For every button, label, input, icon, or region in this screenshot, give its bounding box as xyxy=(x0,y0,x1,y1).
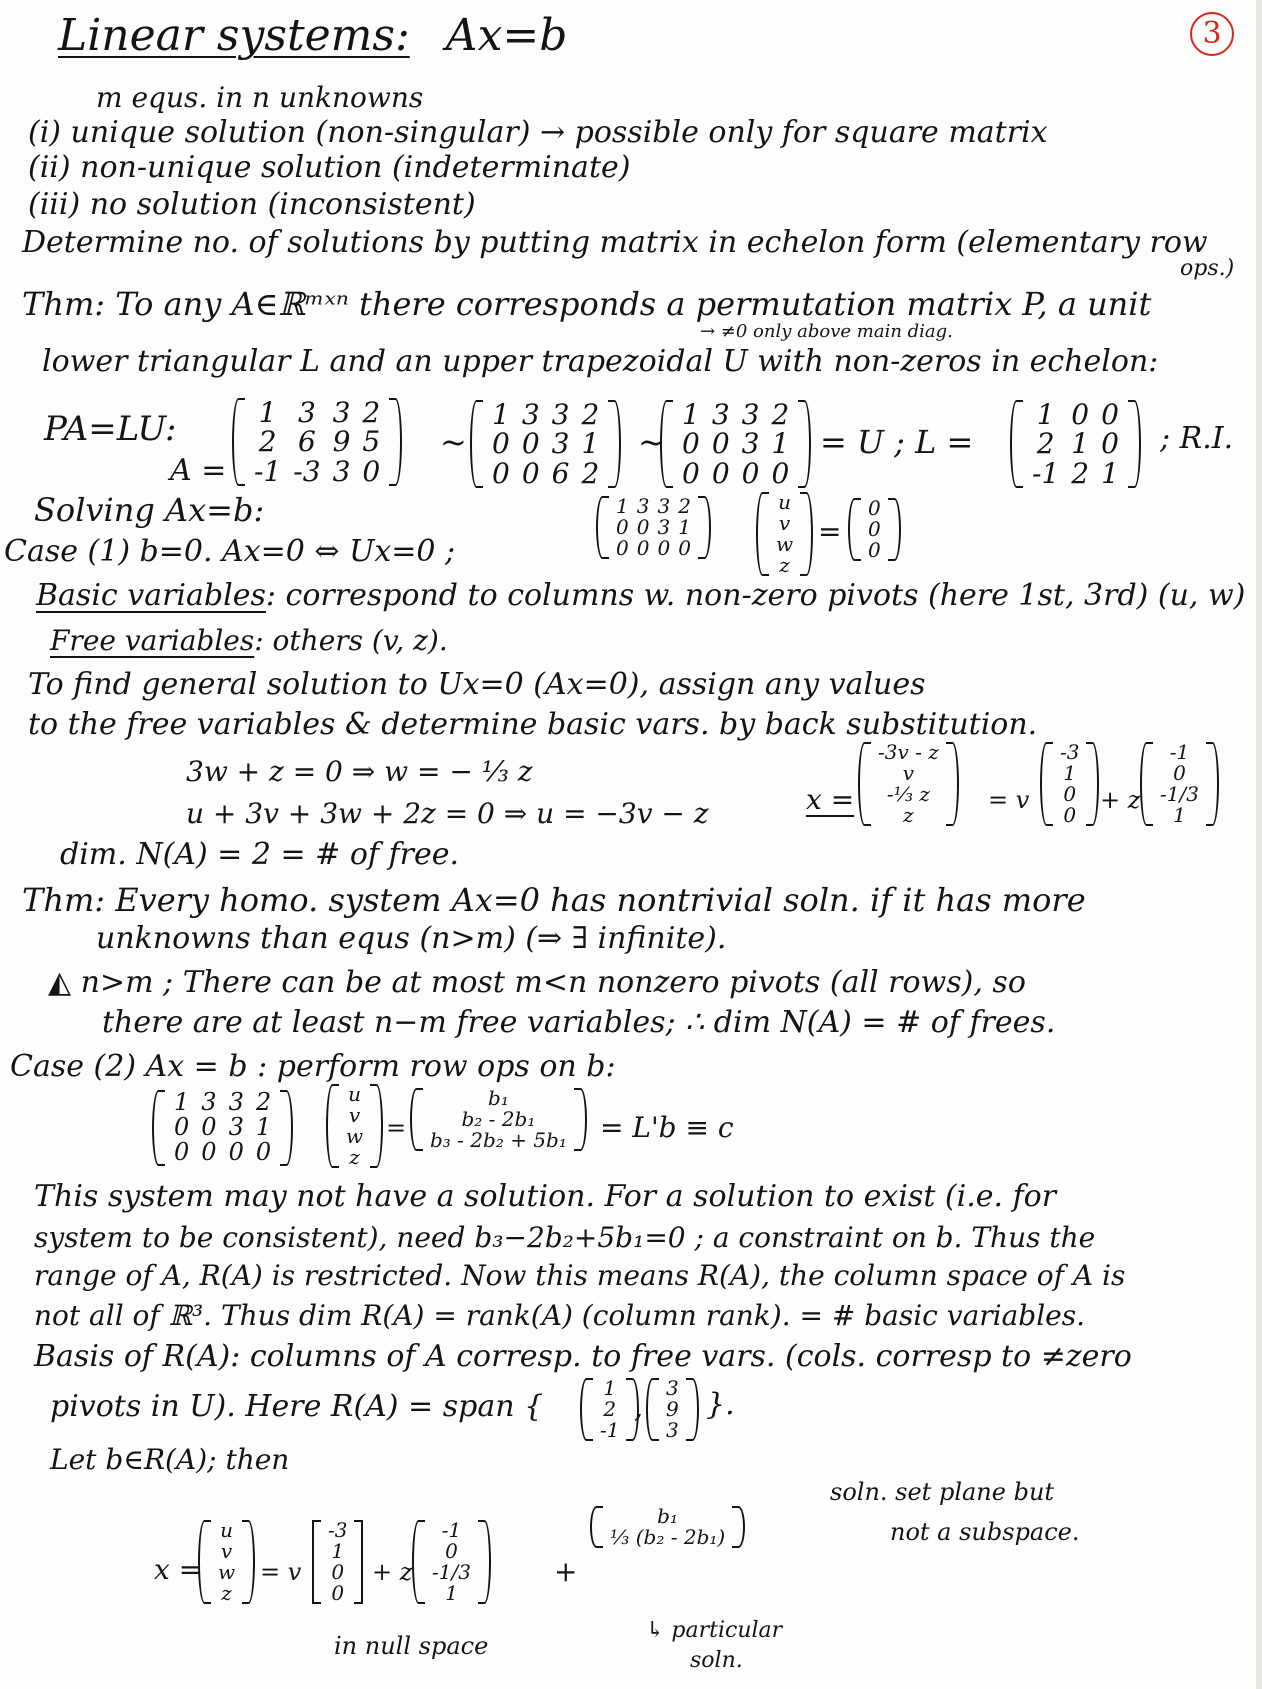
matrix-entry: -1 xyxy=(1032,456,1060,490)
matrix-entry: 0 xyxy=(521,456,540,490)
matrix-entry: 1 xyxy=(258,396,277,429)
matrix-entry: v xyxy=(902,761,915,785)
matrix-entry: 2 xyxy=(581,456,600,490)
case1-equals: = xyxy=(818,515,842,548)
line-unique-solution: (i) unique solution (non-singular) → possible only for square matrix xyxy=(28,115,1048,150)
line-equations-unknowns: m equs. in n unknowns xyxy=(96,81,424,114)
back-sub-eq2: u + 3v + 3w + 2z = 0 ⇒ u = −3v − z xyxy=(186,797,709,830)
line-nonunique-solution: (ii) non-unique solution (indeterminate) xyxy=(28,150,631,185)
plus-label: + xyxy=(554,1555,578,1588)
span-vector-1 xyxy=(580,1378,639,1441)
free-variables-term: Free variables xyxy=(50,624,255,657)
tilde-2: ~ xyxy=(638,423,665,461)
matrix-entry: 0 xyxy=(445,1539,458,1563)
matrix-entry: 2 xyxy=(258,425,277,459)
matrix-entry: 2 xyxy=(603,1397,617,1421)
matrix-entry: w xyxy=(346,1124,364,1148)
matrix-entry: 0 xyxy=(868,496,881,520)
theorem-lu: Thm: To any A∈ℝᵐˣⁿ there corresponds a permutation matrix P, a unit xyxy=(22,285,1152,323)
matrix-entry: 0 xyxy=(657,536,671,560)
eq-v2-label: = v xyxy=(260,1558,302,1586)
matrix-entry: -1 xyxy=(254,454,282,488)
matrix-entry: 0 xyxy=(678,536,691,560)
x2-z-vector xyxy=(412,1520,491,1604)
matrix-entry: 0 xyxy=(868,517,881,541)
case2-equals: = xyxy=(386,1114,407,1142)
matrix-entry: 0 xyxy=(1101,398,1119,431)
matrix-entry: 9 xyxy=(666,1397,679,1421)
matrix-entry: 3 xyxy=(298,396,316,429)
solving-heading: Solving Ax=b: xyxy=(34,491,265,529)
matrix-entry: b₂ - 2b₁ xyxy=(461,1107,536,1131)
particular-note-1: ↳ particular xyxy=(646,1618,783,1643)
x-general-vector xyxy=(858,742,959,826)
matrix-entry: 0 xyxy=(492,427,510,461)
matrix-entry: u xyxy=(778,490,791,514)
matrix-entry: -1/3 xyxy=(432,1560,471,1584)
matrix-entry: 1 xyxy=(678,515,691,539)
matrix-entry: 3 xyxy=(657,494,671,518)
span-comma: , xyxy=(634,1391,643,1424)
plane-note-1: soln. set plane but xyxy=(830,1478,1055,1506)
matrix-entry: 0 xyxy=(741,456,760,490)
matrix-entry: 1 xyxy=(331,1539,345,1563)
matrix-entry: 3 xyxy=(228,1113,244,1142)
case2-x-vector xyxy=(326,1084,383,1168)
line-determine-solutions: Determine no. of solutions by putting matrix in echelon form (elementary row xyxy=(22,225,1208,260)
matrix-entry: 0 xyxy=(636,515,650,539)
matrix-entry: z xyxy=(779,553,790,577)
eq-v-label: = v xyxy=(988,786,1030,814)
matrix-entry: 3 xyxy=(711,398,730,431)
basic-variables-term: Basic variables xyxy=(36,578,266,613)
para-line-4: not all of ℝ³. Thus dim R(A) = rank(A) (column rank). = # basic variables. xyxy=(34,1299,1086,1332)
matrix-entry: 1 xyxy=(581,427,600,461)
matrix-entry: -1 xyxy=(441,1518,462,1542)
matrix-entry: 2 xyxy=(771,398,790,431)
free-variables-def: : others (v, z). xyxy=(254,624,448,657)
matrix-entry: 1 xyxy=(1071,427,1090,461)
case2-lbc: = L'b ≡ c xyxy=(600,1111,734,1144)
matrix-entry: 2 xyxy=(678,494,691,518)
matrix-a xyxy=(232,398,402,486)
general-solution-2: to the free variables & determine basic vars. by back substitution. xyxy=(28,707,1038,742)
matrix-entry: z xyxy=(221,1581,232,1605)
theorem-homogeneous-cont: unknowns than equs (n>m) (⇒ ∃ infinite). xyxy=(96,921,727,956)
matrix-entry: 1 xyxy=(1101,456,1119,490)
matrix-entry: 1 xyxy=(174,1088,190,1116)
case1-zero-vector xyxy=(848,498,901,561)
matrix-entry: 0 xyxy=(868,538,881,562)
matrix-entry: 0 xyxy=(362,454,381,488)
matrix-entry: 2 xyxy=(362,396,381,429)
matrix-entry: b₁ xyxy=(657,1504,678,1528)
line-determine-ops: ops.) xyxy=(1180,256,1235,281)
u-l-label: = U ; L = xyxy=(820,423,974,461)
matrix-entry: u xyxy=(348,1082,361,1106)
matrix-entry: 1 xyxy=(1173,803,1186,827)
let-b-line: Let b∈R(A); then xyxy=(50,1443,290,1476)
matrix-entry: 1 xyxy=(603,1376,617,1400)
matrix-entry: w xyxy=(776,532,794,556)
theorem-homogeneous: Thm: Every homo. system Ax=0 has nontrivial soln. if it has more xyxy=(22,881,1086,919)
case1-x-vector xyxy=(756,492,813,576)
proof-line-2: there are at least n−m free variables; ∴ dim N(A) = # of frees. xyxy=(102,1005,1056,1040)
matrix-entry: v xyxy=(778,511,791,535)
para-line-5: Basis of R(A): columns of A corresp. to free vars. (cols. corresp to ≠zero xyxy=(34,1339,1132,1374)
matrix-entry: 0 xyxy=(1063,803,1077,827)
matrix-entry: 0 xyxy=(174,1138,190,1167)
matrix-entry: v xyxy=(220,1539,233,1563)
matrix-entry: 1 xyxy=(1036,398,1055,431)
page-title xyxy=(58,10,568,61)
matrix-step1 xyxy=(470,400,621,488)
case-2: Case (2) Ax = b : perform row ops on b: xyxy=(10,1049,616,1084)
matrix-entry: 0 xyxy=(711,427,730,461)
matrix-entry: u xyxy=(220,1518,233,1542)
matrix-entry: 3 xyxy=(657,515,671,539)
matrix-entry: 0 xyxy=(711,456,730,490)
matrix-u xyxy=(660,400,811,488)
matrix-entry: 0 xyxy=(228,1138,244,1167)
theorem-lu-note: → ≠0 only above main diag. xyxy=(700,321,953,342)
page-number: 3 xyxy=(1190,12,1234,56)
matrix-entry: z xyxy=(903,803,914,827)
matrix-entry: 1 xyxy=(492,398,510,431)
basic-variables xyxy=(36,578,1246,613)
plus-z2-label: + z xyxy=(372,1558,413,1586)
title-equation: Ax=b xyxy=(445,10,568,61)
para-line-2: system to be consistent), need b₃−2b₂+5b₁=0 ; a constraint on b. Thus the xyxy=(34,1221,1096,1254)
matrix-entry: 2 xyxy=(255,1088,272,1116)
pa-lu-label: PA=LU: xyxy=(44,409,177,449)
matrix-entry: 3 xyxy=(551,427,570,461)
case2-u-matrix xyxy=(152,1090,293,1166)
matrix-entry: 0 xyxy=(331,1560,345,1584)
matrix-entry: -1 xyxy=(600,1418,620,1442)
z-vector xyxy=(1140,742,1219,826)
title-text: Linear systems: xyxy=(58,10,410,61)
matrix-entry: 2 xyxy=(1036,427,1055,461)
matrix-entry: -3 xyxy=(1060,740,1080,764)
basic-variables-def: : correspond to columns w. non-zero pivots (here 1st, 3rd) (u, w) xyxy=(265,578,1246,613)
x-label-2: x = xyxy=(154,1553,203,1586)
case-1: Case (1) b=0. Ax=0 ⇔ Ux=0 ; xyxy=(4,534,456,569)
matrix-entry: ⅓ (b₂ - 2b₁) xyxy=(610,1525,726,1549)
matrix-entry: -1 xyxy=(1169,740,1190,764)
matrix-entry: 0 xyxy=(1101,427,1119,461)
matrix-entry: 1 xyxy=(1063,761,1077,785)
x2-lhs-vector xyxy=(198,1520,255,1604)
matrix-entry: 3 xyxy=(741,398,760,431)
free-variables xyxy=(50,624,448,657)
plane-note-2: not a subspace. xyxy=(890,1518,1080,1546)
matrix-entry: -⅓ z xyxy=(886,782,930,806)
matrix-entry: b₁ xyxy=(488,1086,509,1110)
matrix-entry: 0 xyxy=(201,1113,217,1142)
span-close: }. xyxy=(706,1387,735,1422)
theorem-lu-cont: lower triangular L and an upper trapezoidal U with non-zeros in echelon: xyxy=(42,344,1159,379)
matrix-entry: 2 xyxy=(581,398,600,431)
matrix-entry: 3 xyxy=(201,1088,217,1116)
matrix-entry: 0 xyxy=(616,536,629,560)
v-vector xyxy=(1040,742,1099,826)
matrix-entry: 3 xyxy=(636,494,650,518)
matrix-entry: 1 xyxy=(682,398,700,431)
matrix-entry: 0 xyxy=(636,536,650,560)
case1-u-matrix xyxy=(596,496,711,559)
matrix-entry: 0 xyxy=(255,1138,272,1167)
matrix-entry: 6 xyxy=(298,425,316,459)
line-no-solution: (iii) no solution (inconsistent) xyxy=(28,187,476,222)
matrix-entry: 0 xyxy=(521,427,540,461)
matrix-entry: b₃ - 2b₂ + 5b₁ xyxy=(430,1128,567,1152)
matrix-entry: 0 xyxy=(682,456,700,490)
matrix-entry: 0 xyxy=(331,1581,345,1605)
matrix-entry: 3 xyxy=(332,396,351,429)
para-line-1: This system may not have a solution. For a solution to exist (i.e. for xyxy=(34,1179,1057,1214)
tilde-1: ~ xyxy=(440,423,467,461)
matrix-l xyxy=(1010,400,1141,488)
ri-label: ; R.I. xyxy=(1160,421,1234,456)
matrix-entry: 1 xyxy=(771,427,790,461)
matrix-entry: w xyxy=(218,1560,236,1584)
matrix-entry: -3 xyxy=(293,454,321,488)
matrix-entry: 0 xyxy=(201,1138,217,1167)
matrix-entry: 3 xyxy=(521,398,540,431)
null-space-note: in null space xyxy=(334,1632,489,1660)
back-sub-eq1: 3w + z = 0 ⇒ w = − ⅓ z xyxy=(186,755,533,788)
matrix-entry: 3 xyxy=(332,454,351,488)
matrix-entry: 0 xyxy=(682,427,700,461)
case2-b-vector xyxy=(410,1088,587,1151)
matrix-entry: 3 xyxy=(666,1418,679,1442)
matrix-entry: 3 xyxy=(228,1088,244,1116)
matrix-entry: 0 xyxy=(1173,761,1186,785)
proof-line-1: ◭ n>m ; There can be at most m<n nonzero pivots (all rows), so xyxy=(48,965,1026,1000)
general-solution-1: To find general solution to Ux=0 (Ax=0), assign any values xyxy=(28,667,926,702)
matrix-entry: 3 xyxy=(551,398,570,431)
matrix-entry: 1 xyxy=(445,1581,458,1605)
matrix-entry: -3 xyxy=(328,1518,348,1542)
dim-null-space: dim. N(A) = 2 = # of free. xyxy=(60,837,460,872)
para-line-3: range of A, R(A) is restricted. Now this means R(A), the column space of A is xyxy=(34,1259,1126,1292)
matrix-entry: 2 xyxy=(1071,456,1090,490)
particular-vector xyxy=(590,1506,745,1548)
matrix-entry: 1 xyxy=(255,1113,272,1142)
matrix-entry: -1/3 xyxy=(1160,782,1199,806)
matrix-entry: 0 xyxy=(174,1113,190,1142)
matrix-entry: 6 xyxy=(551,456,570,490)
particular-note-2: soln. xyxy=(690,1648,743,1673)
matrix-entry: v xyxy=(348,1103,361,1127)
matrix-entry: 0 xyxy=(771,456,790,490)
matrix-entry: 0 xyxy=(616,515,629,539)
matrix-entry: z xyxy=(349,1145,360,1169)
matrix-entry: 0 xyxy=(1071,398,1090,431)
x2-v-vector xyxy=(312,1520,363,1604)
matrix-entry: 0 xyxy=(492,456,510,490)
plus-z-label: + z xyxy=(1100,786,1141,814)
matrix-entry: 1 xyxy=(616,494,629,518)
matrix-entry: 3 xyxy=(741,427,760,461)
matrix-entry: 0 xyxy=(1063,782,1077,806)
matrix-entry: 9 xyxy=(332,425,351,459)
para-line-6: pivots in U). Here R(A) = span { xyxy=(50,1389,544,1424)
matrix-entry: 3 xyxy=(666,1376,679,1400)
x-label: x = xyxy=(806,783,855,816)
matrix-entry: -3v - z xyxy=(878,740,939,764)
matrix-entry: 5 xyxy=(362,425,381,459)
span-vector-2 xyxy=(646,1378,699,1441)
a-equals-label: A = xyxy=(170,453,227,488)
